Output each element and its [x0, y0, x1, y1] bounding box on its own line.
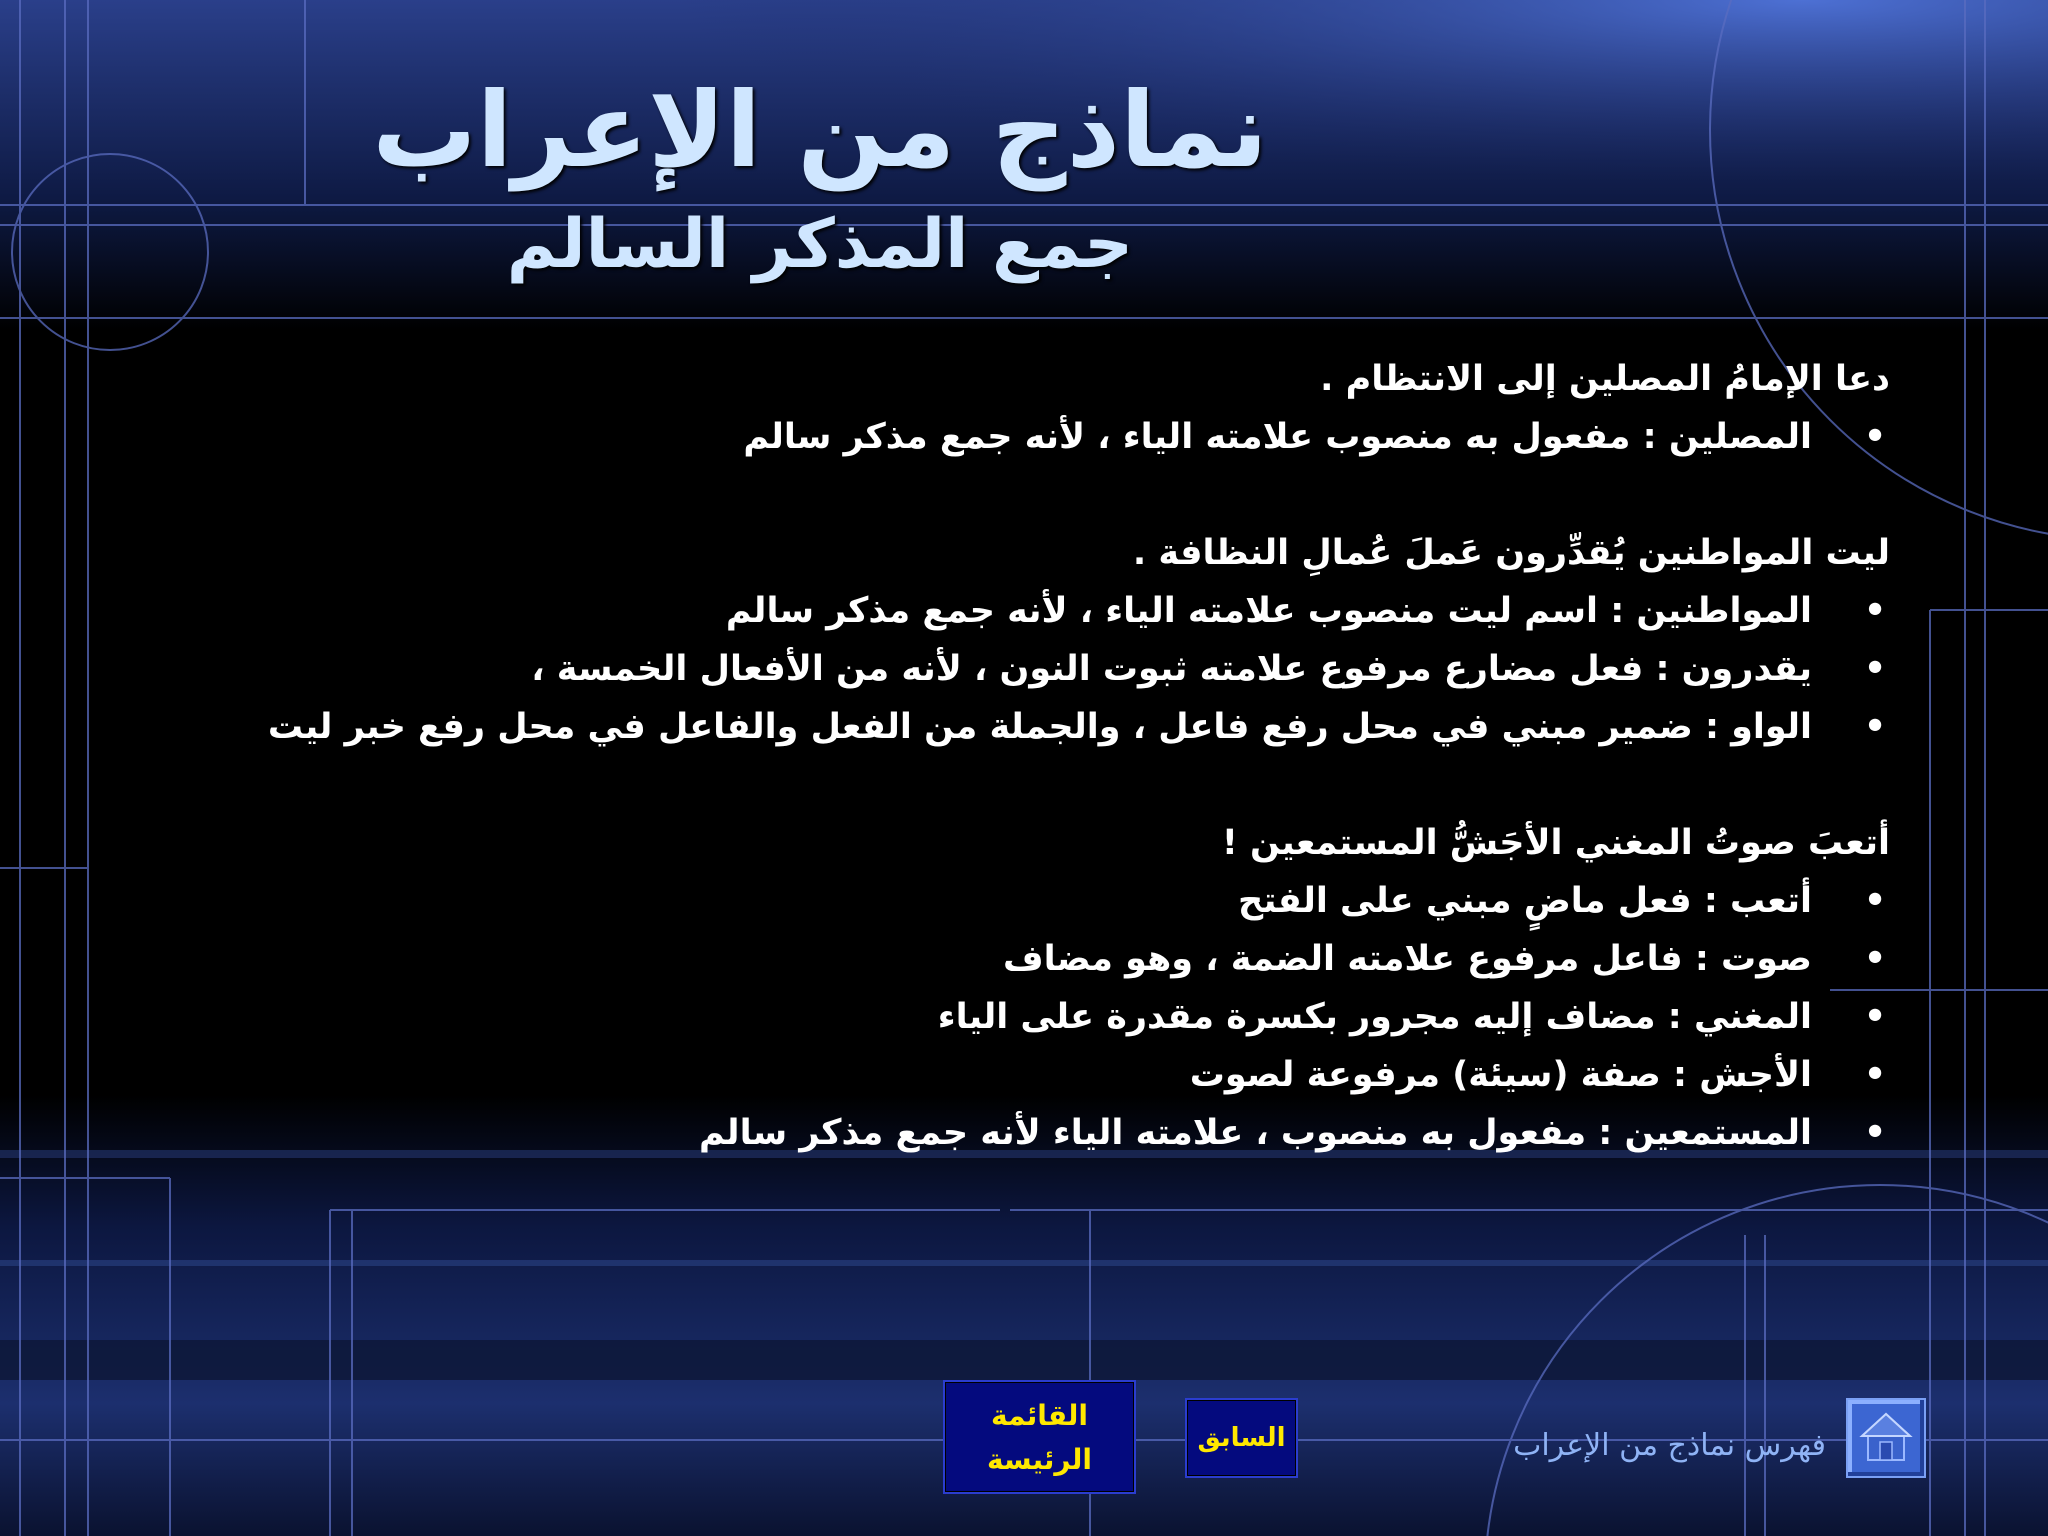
bullet-icon: • [1863, 417, 1887, 457]
bullet-icon: • [1863, 1113, 1887, 1153]
list-item [170, 1104, 1890, 1162]
bullet-icon: • [1863, 591, 1887, 631]
list-item-text: يقدرون : فعل مضارع مرفوع علامته ثبوت النون ، لأنه من الأفعال الخمسة ، [531, 649, 1812, 689]
content-area [170, 350, 1890, 1162]
list-item-text: صوت : فاعل مرفوع علامته الضمة ، وهو مضاف [1002, 939, 1812, 979]
home-icon [1848, 1400, 1924, 1476]
list-item-text: أتعب : فعل ماضٍ مبني على الفتح [1238, 881, 1812, 921]
main-menu-label-line2: الرئيسة [987, 1443, 1092, 1476]
list-item-text: الأجش : صفة (سيئة) مرفوعة لصوت [1189, 1055, 1812, 1095]
list-item-text: المصلين : مفعول به منصوب علامته الياء ، لأنه جمع مذكر سالم [743, 417, 1812, 457]
list-item-text: المواطنين : اسم ليت منصوب علامته الياء ، لأنه جمع مذكر سالم [725, 591, 1812, 631]
index-link[interactable]: فهرس نماذج من الإعراب [1513, 1428, 1826, 1463]
list-item-text: المغني : مضاف إليه مجرور بكسرة مقدرة على الياء [937, 997, 1812, 1037]
previous-button[interactable]: السابق [1185, 1398, 1298, 1478]
bullet-icon: • [1863, 881, 1887, 921]
bullet-icon: • [1863, 1055, 1887, 1095]
list-item-text: الواو : ضمير مبني في محل رفع فاعل ، والجملة من الفعل والفاعل في محل رفع خبر ليت [267, 707, 1812, 747]
main-menu-button[interactable] [943, 1380, 1136, 1494]
example-sentence: دعا الإمامُ المصلين إلى الانتظام . [1320, 359, 1890, 399]
list-item [170, 988, 1890, 1046]
example-sentence: أتعبَ صوتُ المغني الأجَشُّ المستمعين ! [1221, 823, 1890, 863]
list-item [170, 408, 1890, 466]
slide-subtitle: جمع المذكر السالم [506, 205, 1134, 284]
list-item [170, 1046, 1890, 1104]
list-item-text: المستمعين : مفعول به منصوب ، علامته الياء لأنه جمع مذكر سالم [698, 1113, 1812, 1153]
bullet-icon: • [1863, 649, 1887, 689]
bullet-icon: • [1863, 997, 1887, 1037]
slide-title: نماذج من الإعراب [372, 69, 1268, 191]
bullet-icon: • [1863, 939, 1887, 979]
list-item [170, 640, 1890, 698]
list-item [170, 582, 1890, 640]
bullet-icon: • [1863, 707, 1887, 747]
example-sentence: ليت المواطنين يُقدِّرون عَملَ عُمالِ النظافة . [1132, 533, 1890, 573]
list-item [170, 930, 1890, 988]
list-item [170, 698, 1890, 756]
home-button[interactable] [1846, 1398, 1926, 1478]
main-menu-label-line1: القائمة [990, 1399, 1089, 1432]
list-item [170, 872, 1890, 930]
